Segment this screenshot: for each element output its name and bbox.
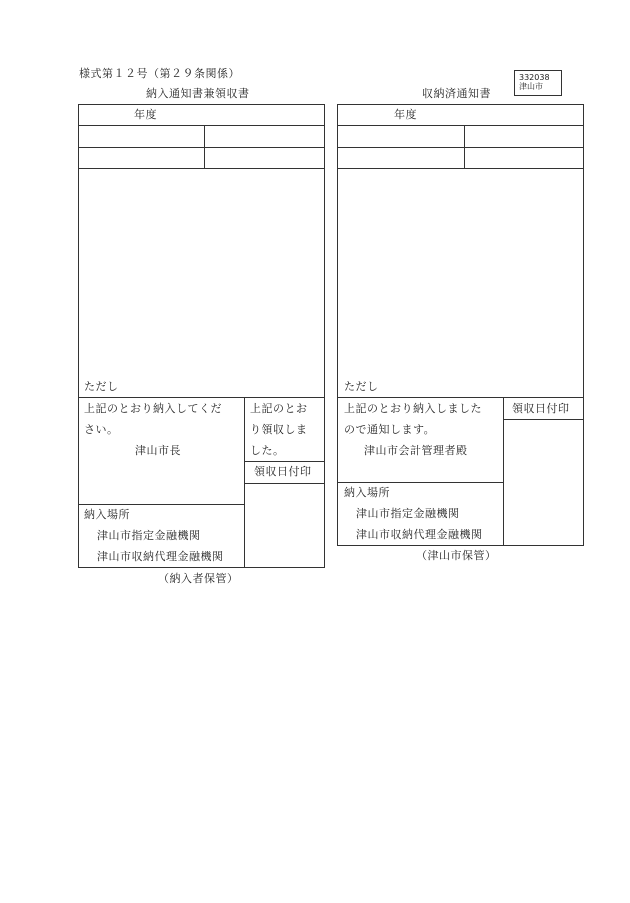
right-message-line1: 上記のとおり納入しました bbox=[344, 402, 482, 415]
office-code: 332038 bbox=[519, 73, 550, 82]
right-form-title: 収納済通知書 bbox=[422, 87, 491, 100]
left-stamp-label: 領収日付印 bbox=[254, 465, 312, 478]
left-message-line2: さい。 bbox=[84, 423, 119, 436]
left-signer: 津山市長 bbox=[135, 444, 181, 457]
left-tadashi: ただし bbox=[84, 380, 119, 393]
office-name: 津山市 bbox=[519, 82, 543, 91]
right-year-label: 年度 bbox=[394, 108, 417, 121]
left-form bbox=[78, 104, 325, 568]
right-tadashi: ただし bbox=[344, 380, 379, 393]
office-code-box bbox=[514, 70, 562, 96]
right-signer: 津山市会計管理者殿 bbox=[364, 444, 468, 457]
right-place-line2: 津山市収納代理金融機関 bbox=[356, 528, 483, 541]
right-footer: （津山市保管） bbox=[416, 549, 497, 562]
left-received-line2: り領収しま bbox=[250, 423, 308, 436]
form-number: 様式第１２号（第２９条関係） bbox=[79, 67, 240, 80]
left-year-label: 年度 bbox=[134, 108, 157, 121]
left-place-line2: 津山市収納代理金融機関 bbox=[97, 550, 224, 563]
left-message-line1: 上記のとおり納入してくだ bbox=[84, 402, 222, 415]
left-form-title: 納入通知書兼領収書 bbox=[146, 87, 250, 100]
left-footer: （納入者保管） bbox=[158, 572, 239, 585]
right-message-line2: ので通知します。 bbox=[344, 423, 436, 436]
left-place-label: 納入場所 bbox=[84, 508, 130, 521]
left-place-line1: 津山市指定金融機関 bbox=[97, 529, 201, 542]
left-received-line1: 上記のとお bbox=[250, 402, 308, 415]
left-received-line3: した。 bbox=[250, 444, 285, 457]
right-place-line1: 津山市指定金融機関 bbox=[356, 507, 460, 520]
right-stamp-label: 領収日付印 bbox=[512, 402, 570, 415]
right-place-label: 納入場所 bbox=[344, 486, 390, 499]
right-form bbox=[337, 104, 584, 546]
